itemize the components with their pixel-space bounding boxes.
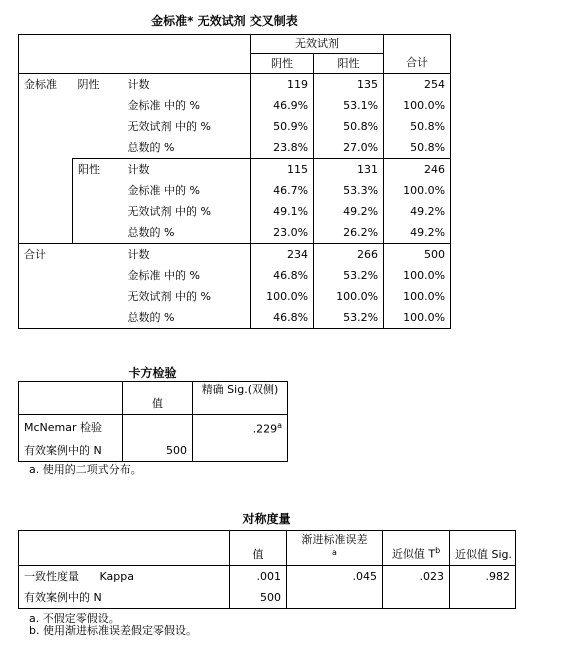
- crosstab-group2: [73, 116, 123, 137]
- crosstab-total-value: 100.0%: [384, 265, 451, 286]
- crosstab-row: [19, 286, 451, 307]
- sym-col-t: [383, 531, 450, 566]
- sym-row1-sig: .982: [450, 566, 516, 588]
- crosstab-neg-value: 49.1%: [251, 201, 314, 222]
- crosstab-group1: [19, 201, 73, 222]
- sym-note-a: a. 不假定零假设。: [29, 612, 120, 625]
- crosstab-neg-value: 119: [251, 74, 314, 96]
- crosstab-pos-value: 53.2%: [314, 307, 384, 329]
- crosstab-pos-value: 50.8%: [314, 116, 384, 137]
- crosstab-col-group: 无效试剂: [251, 35, 384, 54]
- sym-col-ase-sup: a: [332, 548, 337, 557]
- crosstab-row: [19, 137, 451, 159]
- crosstab-group1: 金标准: [19, 74, 73, 96]
- sym-row2-t: [383, 587, 450, 609]
- crosstab-group2: [73, 180, 123, 201]
- crosstab-title: 金标准* 无效试剂 交叉制表: [151, 14, 298, 28]
- sym-table: [18, 530, 516, 609]
- crosstab-neg-value: 23.0%: [251, 222, 314, 244]
- chisq-row1-sig: [193, 415, 288, 440]
- chisq-title: 卡方检验: [128, 366, 177, 380]
- crosstab-group2: [73, 286, 123, 307]
- crosstab-total-value: 246: [384, 159, 451, 181]
- crosstab-group1: [19, 95, 73, 116]
- crosstab-total-value: 50.8%: [384, 137, 451, 159]
- crosstab-row: [19, 307, 451, 329]
- crosstab-total-value: 100.0%: [384, 307, 451, 329]
- crosstab-row: [19, 201, 451, 222]
- sym-col-value: 值: [230, 531, 287, 566]
- sym-row2-label: 有效案例中的 N: [19, 587, 230, 609]
- crosstab-group2: [73, 265, 123, 286]
- crosstab-neg-value: 50.9%: [251, 116, 314, 137]
- sym-row1-ase: .045: [287, 566, 383, 588]
- crosstab-pos-value: 131: [314, 159, 384, 181]
- sym-note-b: b. 使用渐进标准误差假定零假设。: [29, 624, 197, 637]
- crosstab-stat-label: 总数的 %: [127, 141, 175, 154]
- crosstab-row: [19, 159, 451, 181]
- crosstab-stat-label: 总数的 %: [127, 226, 175, 239]
- crosstab-neg-value: 46.7%: [251, 180, 314, 201]
- chisq-note-a: a. 使用的二项式分布。: [29, 463, 142, 476]
- chisq-col-sig: [193, 382, 288, 415]
- crosstab-stat-label: 金标准 中的 %: [127, 99, 200, 112]
- chisq-table: [18, 381, 288, 462]
- sym-col-ase-label: 渐进标准误差: [301, 533, 368, 546]
- chisq-row1-sig-value: .229: [252, 422, 278, 436]
- chisq-col-sig-label: 精确 Sig.(双侧): [201, 383, 279, 396]
- crosstab-pos-value: 53.2%: [314, 265, 384, 286]
- sym-row1-value: .001: [230, 566, 287, 588]
- crosstab-stat-label: 金标准 中的 %: [127, 269, 200, 282]
- crosstab-stat-label: 无效试剂 中的 %: [127, 205, 211, 218]
- crosstab-col-neg: 阴性: [251, 54, 314, 74]
- crosstab-total-value: 254: [384, 74, 451, 96]
- crosstab-group1: [19, 137, 73, 159]
- crosstab-corner: [19, 35, 251, 74]
- crosstab-pos-value: 53.3%: [314, 180, 384, 201]
- crosstab-total-value: 100.0%: [384, 180, 451, 201]
- crosstab-total-value: 49.2%: [384, 201, 451, 222]
- sym-col-t-sup: b: [435, 546, 441, 556]
- crosstab-pos-value: 53.1%: [314, 95, 384, 116]
- crosstab-pos-value: 49.2%: [314, 201, 384, 222]
- chisq-row2-sig: [193, 440, 288, 462]
- chisq-corner: [19, 382, 123, 415]
- crosstab-group1: [19, 180, 73, 201]
- crosstab-total-value: 100.0%: [384, 286, 451, 307]
- crosstab-row: [19, 95, 451, 116]
- crosstab-group1: [19, 307, 73, 329]
- crosstab-group1: [19, 265, 73, 286]
- crosstab-group2: [73, 137, 123, 159]
- crosstab-group1: 合计: [19, 244, 73, 266]
- crosstab-total-value: 50.8%: [384, 116, 451, 137]
- crosstab-pos-value: 27.0%: [314, 137, 384, 159]
- crosstab-stat-label: 总数的 %: [123, 307, 251, 329]
- crosstab-total-value: 49.2%: [384, 222, 451, 244]
- chisq-row1-sup: a: [277, 421, 282, 430]
- crosstab-neg-value: 46.9%: [251, 95, 314, 116]
- crosstab-pos-value: 135: [314, 74, 384, 96]
- sym-col-sig: 近似值 Sig.: [450, 531, 516, 566]
- crosstab-pos-value: 26.2%: [314, 222, 384, 244]
- crosstab-neg-value: 46.8%: [251, 265, 314, 286]
- chisq-row2-value: 500: [123, 440, 193, 462]
- sym-row2-ase: [287, 587, 383, 609]
- sym-row2-value: 500: [230, 587, 287, 609]
- crosstab-total-value: 100.0%: [384, 95, 451, 116]
- crosstab-group2: [73, 222, 123, 244]
- sym-row1-t: .023: [383, 566, 450, 588]
- crosstab-row: [19, 222, 451, 244]
- crosstab-stat-label: 无效试剂 中的 %: [127, 120, 211, 133]
- sym-col-ase: [287, 531, 383, 566]
- crosstab-stat-label: 计数: [127, 78, 150, 91]
- chisq-row2-label: 有效案例中的 N: [19, 440, 123, 462]
- crosstab-group2: [73, 244, 123, 266]
- sym-col-t-label: 近似值 T: [391, 548, 436, 561]
- crosstab-row: [19, 265, 451, 286]
- crosstab-col-pos: 阳性: [314, 54, 384, 74]
- crosstab-row: [19, 116, 451, 137]
- crosstab-neg-value: 46.8%: [251, 307, 314, 329]
- crosstab-neg-value: 23.8%: [251, 137, 314, 159]
- crosstab-stat-label: 计数: [123, 244, 251, 266]
- sym-row2-sig: [450, 587, 516, 609]
- chisq-row1-label: McNemar 检验: [19, 415, 123, 440]
- sym-row1-label: 一致性度量: [19, 566, 77, 588]
- crosstab-pos-value: 266: [314, 244, 384, 266]
- crosstab-row: [19, 74, 451, 96]
- sym-corner: [19, 531, 230, 566]
- crosstab-col-total: 合计: [384, 35, 451, 74]
- crosstab-stat-label: 无效试剂 中的 %: [127, 290, 211, 303]
- crosstab-total-value: 500: [384, 244, 451, 266]
- crosstab-group2: 阴性: [77, 78, 100, 91]
- crosstab-group2: 阳性: [73, 159, 123, 181]
- crosstab-stat-label: 计数: [123, 159, 251, 181]
- crosstab-group1: [19, 116, 73, 137]
- crosstab-neg-value: 234: [251, 244, 314, 266]
- crosstab-neg-value: 100.0%: [251, 286, 314, 307]
- crosstab-group2: [73, 307, 123, 329]
- crosstab-row: [19, 180, 451, 201]
- crosstab-group1: [19, 286, 73, 307]
- crosstab-neg-value: 115: [251, 159, 314, 181]
- crosstab-group2: [73, 201, 123, 222]
- crosstab-pos-value: 100.0%: [314, 286, 384, 307]
- crosstab-stat-label: 金标准 中的 %: [127, 184, 200, 197]
- sym-row1-sub: Kappa: [99, 570, 134, 583]
- crosstab-table: [18, 34, 451, 329]
- crosstab-group1: [19, 159, 73, 181]
- sym-title: 对称度量: [242, 512, 291, 526]
- crosstab-group2: [73, 95, 123, 116]
- chisq-col-value: 值: [123, 382, 193, 415]
- crosstab-row: [19, 244, 451, 266]
- sym-notes: [29, 613, 197, 637]
- chisq-row1-value: [123, 415, 193, 440]
- crosstab-group1: [19, 222, 73, 244]
